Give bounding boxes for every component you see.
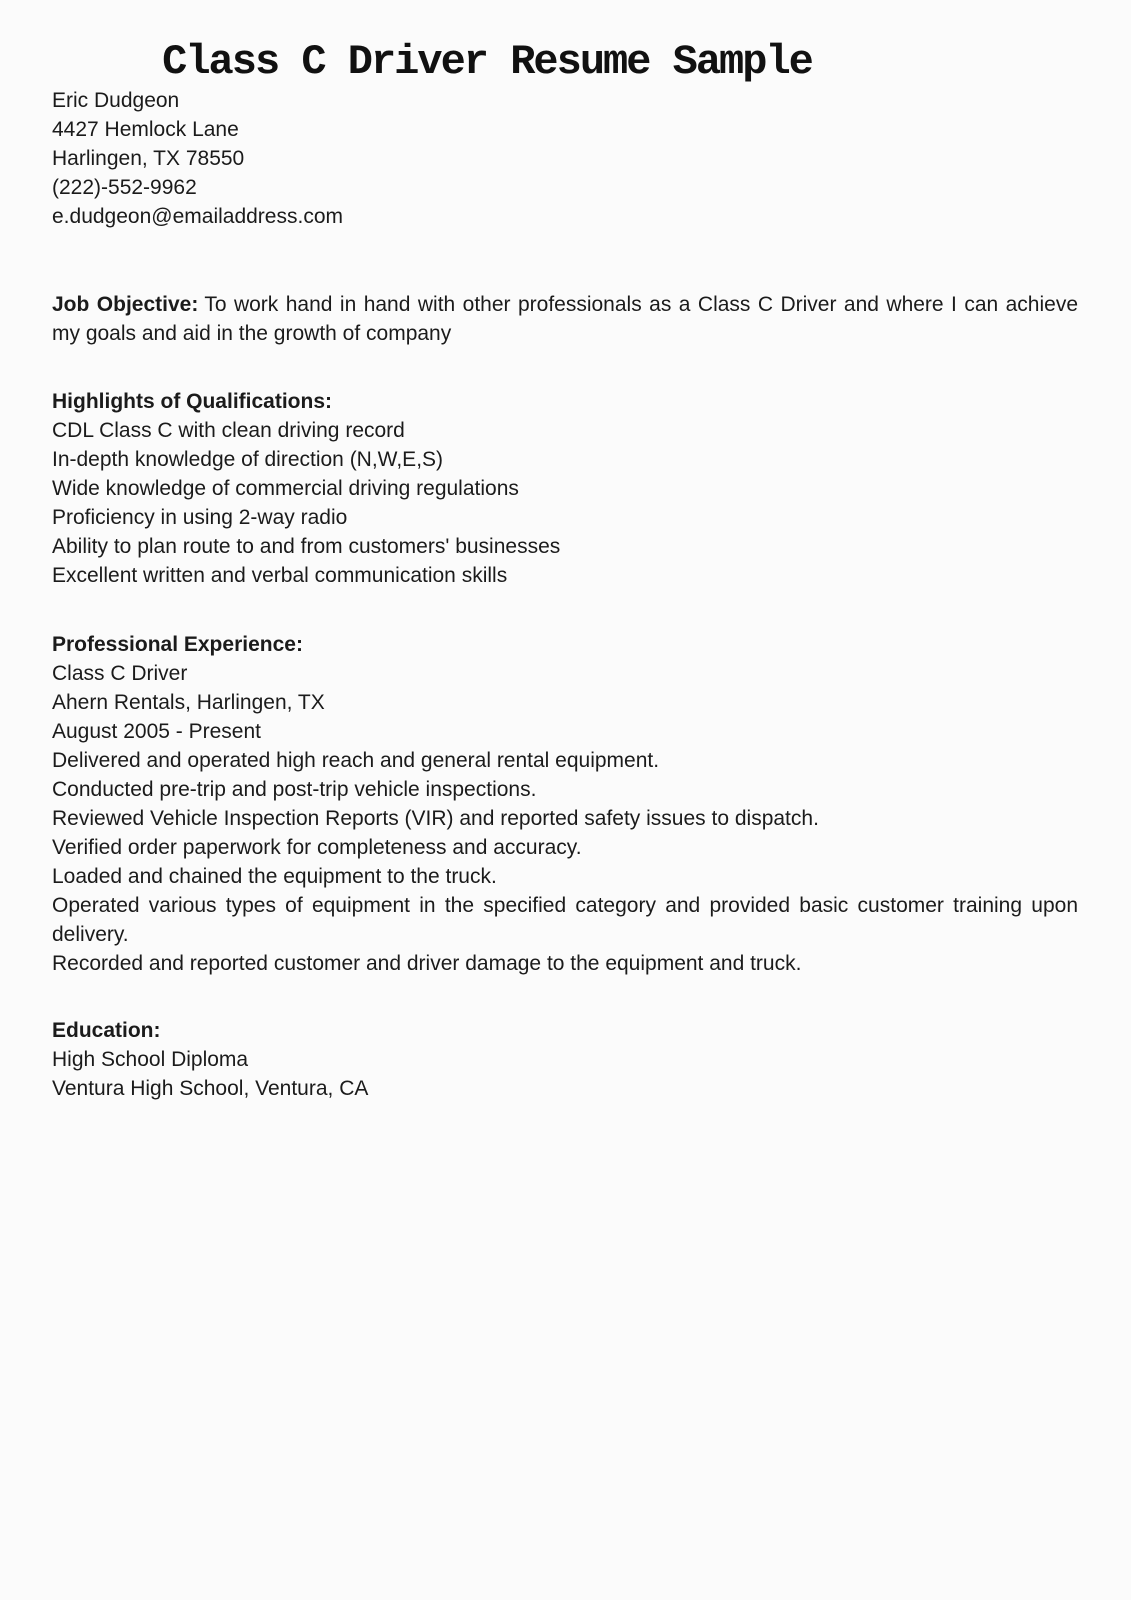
duty-item: Reviewed Vehicle Inspection Reports (VIR) and reported safety issues to dispatch.: [52, 807, 819, 830]
qualifications-list: [52, 416, 1078, 590]
page-title: Class C Driver Resume Sample: [162, 38, 812, 86]
education-heading: Education:: [52, 1019, 161, 1042]
qualification-item: Excellent written and verbal communication skills: [52, 564, 508, 587]
qualification-item: Wide knowledge of commercial driving regulations: [52, 477, 519, 500]
job-title: Class C Driver: [52, 662, 188, 685]
duty-item: Recorded and reported customer and driver damage to the equipment and truck.: [52, 952, 802, 975]
qualification-item: In-depth knowledge of direction (N,W,E,S): [52, 448, 444, 471]
company-location: Ahern Rentals, Harlingen, TX: [52, 691, 325, 714]
contact-name: Eric Dudgeon: [52, 89, 180, 112]
objective-label: Job Objective:: [52, 293, 199, 316]
education-block: [52, 1045, 1078, 1103]
duty-item: Verified order paperwork for completeness and accuracy.: [52, 836, 582, 859]
duty-item: Conducted pre-trip and post-trip vehicle inspections.: [52, 778, 537, 801]
duty-item: Loaded and chained the equipment to the truck.: [52, 865, 497, 888]
qualification-item: Ability to plan route to and from customers' businesses: [52, 535, 561, 558]
contact-street: 4427 Hemlock Lane: [52, 118, 239, 141]
qualification-item: CDL Class C with clean driving record: [52, 419, 405, 442]
qualification-item: Proficiency in using 2-way radio: [52, 506, 348, 529]
qualifications-heading: Highlights of Qualifications:: [52, 390, 332, 413]
objective-text: To work hand in hand with other professionals as a Class C Driver and where I can achieve my goals and aid in the growth of company: [52, 293, 1079, 345]
contact-email: e.dudgeon@emailaddress.com: [52, 205, 343, 228]
contact-phone: (222)-552-9962: [52, 176, 197, 199]
duties-list: [52, 746, 1078, 978]
duty-item: Delivered and operated high reach and general rental equipment.: [52, 749, 660, 772]
education-degree: High School Diploma: [52, 1048, 249, 1071]
experience-heading: Professional Experience:: [52, 633, 303, 656]
education-school: Ventura High School, Ventura, CA: [52, 1077, 369, 1100]
contact-block: [52, 86, 1078, 231]
duty-item: Operated various types of equipment in the specified category and provided basic customer training upon delivery.: [52, 894, 1078, 946]
objective-paragraph: [52, 290, 1078, 348]
contact-city-state-zip: Harlingen, TX 78550: [52, 147, 245, 170]
date-range: August 2005 - Present: [52, 720, 261, 743]
job-block: [52, 659, 1078, 746]
